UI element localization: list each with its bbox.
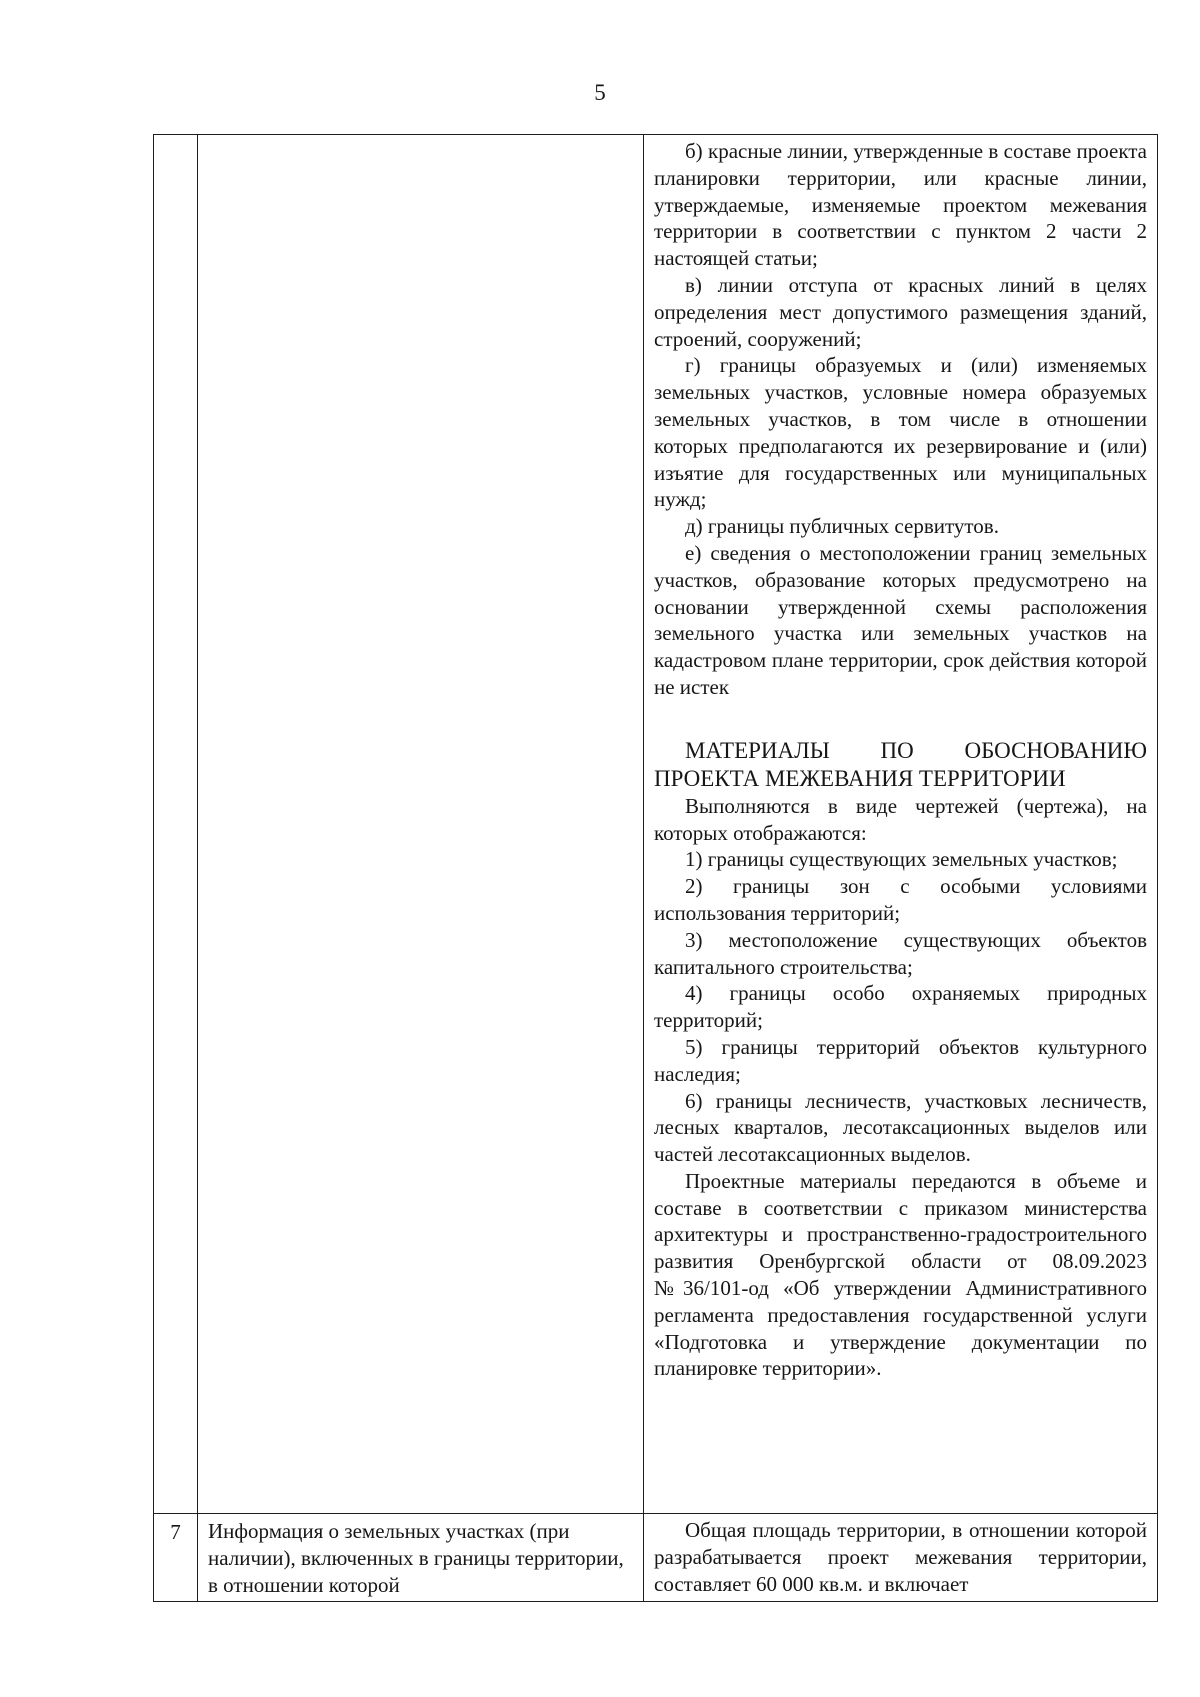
list-item-5: 5) границы территорий объектов культурного наследия; bbox=[654, 1034, 1147, 1086]
paragraph-d: д) границы публичных сервитутов. bbox=[685, 514, 999, 539]
requirements-table bbox=[153, 134, 1158, 1602]
list-item-4: 4) границы особо охраняемых природных территорий; bbox=[654, 981, 1147, 1033]
list-item-1: 1) границы существующих земельных участков; bbox=[685, 847, 1118, 872]
row-content-cell bbox=[644, 1514, 1158, 1602]
paragraph-materials: Проектные материалы передаются в объеме и составе в соответствии с приказом министерства архитектуры и пространственно-градостроительного развития Оренбургской области от 08.09.2023 №36/101-од «Об утверждении Административного регламента предоставления государственной услуги «Подготовка и утверждение документации по планировке территории». bbox=[654, 1168, 1147, 1381]
row-content-cell bbox=[644, 135, 1158, 1514]
section-heading: МАТЕРИАЛЫ ПО ОБОСНОВАНИЮ ПРОЕКТА МЕЖЕВАНИЯ ТЕРРИТОРИИ bbox=[654, 737, 1147, 791]
paragraph-b: б) красные линии, утвержденные в составе проекта планировки территории, или красные линии, утверждаемые, изменяемые проектом межевания территории в соответствии с пунктом 2 части 2 настоящей статьи; bbox=[654, 139, 1147, 271]
paragraph-intro: Выполняются в виде чертежей (чертежа), на которых отображаются: bbox=[654, 793, 1147, 845]
table-row bbox=[154, 135, 1158, 1514]
table-row bbox=[154, 1514, 1158, 1602]
page-number: 5 bbox=[594, 80, 606, 105]
list-item-2: 2) границы зон с особыми условиями использования территорий; bbox=[654, 874, 1147, 925]
row-number-cell: 7 bbox=[154, 1514, 198, 1602]
paragraph-e: е) сведения о местоположении границ земельных участков, образование которых предусмотрено на основании утвержденной схемы расположения земельного участка или земельных участков на кадастровом плане территории, срок действия которой не истек bbox=[654, 540, 1147, 699]
row-label-cell bbox=[198, 135, 644, 1514]
row-label-cell: Информация о земельных участках (при наличии), включенных в границы территории, в отношении которой bbox=[198, 1514, 644, 1602]
row-number-cell bbox=[154, 135, 198, 1514]
paragraph-area: Общая площадь территории, в отношении которой разрабатывается проект межевания территории, составляет 60 000 кв.м. и включает bbox=[654, 1518, 1147, 1596]
paragraph-g: г) границы образуемых и (или) изменяемых земельных участков, условные номера образуемых земельных участков, в том числе в отношении которых предполагаются их резервирование и (или) изъятие для государственных или муниципальных нужд; bbox=[654, 353, 1147, 512]
list-item-6: 6) границы лесничеств, участковых лесничеств, лесных кварталов, лесотаксационных выделов или частей лесотаксационных выделов. bbox=[654, 1088, 1147, 1167]
paragraph-v: в) линии отступа от красных линий в целях определения мест допустимого размещения зданий, строений, сооружений; bbox=[654, 272, 1147, 351]
list-item-3: 3) местоположение существующих объектов капитального строительства; bbox=[654, 927, 1147, 979]
